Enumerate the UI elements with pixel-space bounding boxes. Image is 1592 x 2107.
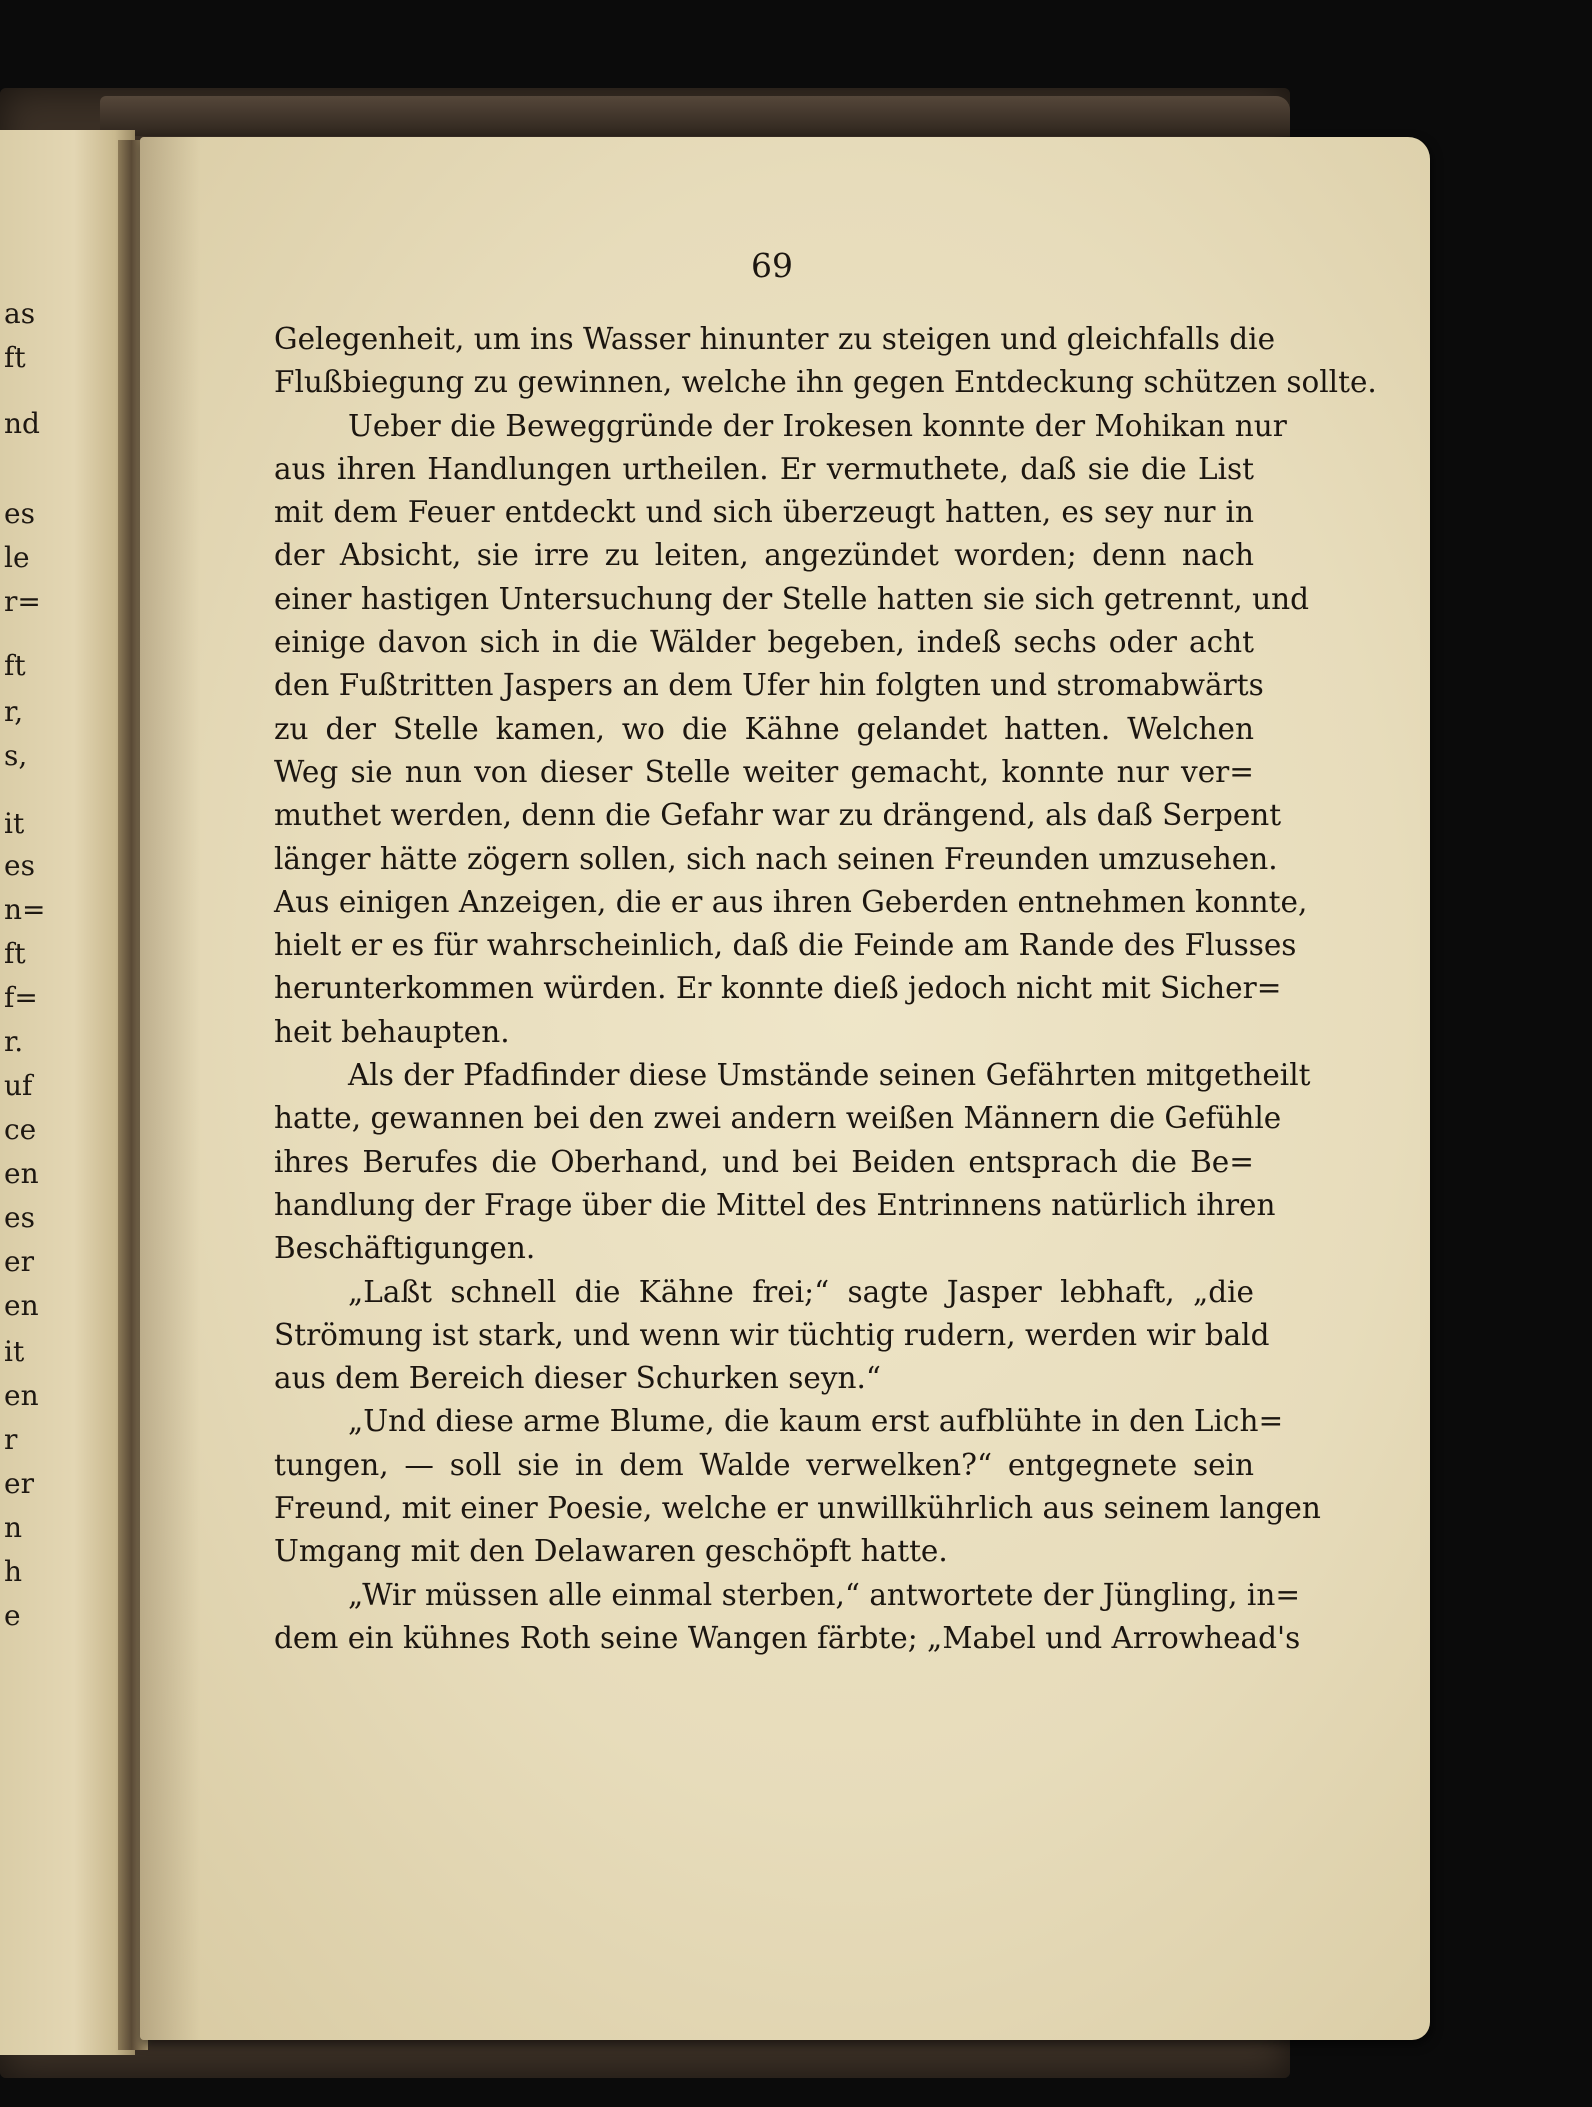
text-line: Als der Pfadfinder diese Umstände seinen Gefährten mitgetheilt [348, 1058, 1311, 1093]
left-page-fragment: ft [4, 649, 26, 682]
text-line: länger hätte zögern sollen, sich nach seinen Freunden umzusehen. [274, 841, 1278, 876]
text-line: herunterkommen würden. Er konnte dieß jedoch nicht mit Sicher= [274, 971, 1282, 1006]
text-line: Flußbiegung zu gewinnen, welche ihn gegen Entdeckung schützen sollte. [274, 365, 1377, 400]
text-line: aus ihren Handlungen urtheilen. Er vermuthete, daß sie die List [274, 451, 1254, 486]
page-number: 69 [751, 246, 793, 285]
left-page-fragment: ft [4, 937, 26, 970]
text-line: hatte, gewannen bei den zwei andern weißen Männern die Gefühle [274, 1101, 1282, 1136]
text-line: einer hastigen Untersuchung der Stelle hatten sie sich getrennt, und [274, 581, 1310, 616]
left-page-text-fragments [4, 292, 46, 1712]
page-body-text [274, 318, 1377, 1660]
left-page-fragment: n= [4, 893, 46, 926]
left-page-fragment: r, [4, 695, 24, 728]
left-page-fragment: r. [4, 1025, 24, 1058]
left-page-fragment: es [4, 849, 35, 882]
text-line: handlung der Frage über die Mittel des Entrinnens natürlich ihren [274, 1187, 1276, 1222]
text-line: Beschäftigungen. [274, 1231, 536, 1266]
left-page-fragment: nd [4, 407, 40, 440]
text-line: „Und diese arme Blume, die kaum erst aufblühte in den Lich= [348, 1404, 1284, 1439]
left-page-fragment: en [4, 1289, 39, 1322]
text-line: Strömung ist stark, und wenn wir tüchtig rudern, werden wir bald [274, 1317, 1270, 1352]
left-page-fragment: n [4, 1511, 23, 1544]
text-line: Aus einigen Anzeigen, die er aus ihren Geberden entnehmen konnte, [274, 884, 1308, 919]
text-line: aus dem Bereich dieser Schurken seyn.“ [274, 1361, 881, 1396]
left-page-fragment: h [4, 1555, 23, 1588]
text-line: dem ein kühnes Roth seine Wangen färbte; „Mabel und Arrowhead's [274, 1620, 1301, 1655]
text-line: ihres Berufes die Oberhand, und bei Beiden entsprach die Be= [274, 1144, 1254, 1179]
text-line: zu der Stelle kamen, wo die Kähne gelandet hatten. Welchen [274, 711, 1254, 746]
text-line: Freund, mit einer Poesie, welche er unwillkührlich aus seinem langen [274, 1491, 1321, 1526]
text-line: „Wir müssen alle einmal sterben,“ antwortete der Jüngling, in= [348, 1577, 1301, 1612]
text-line: der Absicht, sie irre zu leiten, angezündet worden; denn nach [274, 538, 1254, 573]
text-line: tungen, — soll sie in dem Walde verwelken?“ entgegnete sein [274, 1447, 1254, 1482]
text-line: mit dem Feuer entdeckt und sich überzeugt hatten, es sey nur in [274, 495, 1254, 530]
left-page-fragment: it [4, 1335, 25, 1368]
text-line: Gelegenheit, um ins Wasser hinunter zu steigen und gleichfalls die [274, 322, 1276, 356]
left-page-fragment: as [4, 297, 36, 330]
left-page-fragment: es [4, 1201, 35, 1234]
left-page-fragment: en [4, 1379, 39, 1412]
left-page-fragment: le [4, 541, 30, 574]
text-line: einige davon sich in die Wälder begeben, indeß sechs oder acht [274, 625, 1254, 660]
book-cover-edge [100, 96, 1290, 136]
left-page-fragment: er [4, 1245, 34, 1278]
text-line: den Fußtritten Jaspers an dem Ufer hin folgten und stromabwärts [274, 668, 1264, 703]
text-line: heit behaupten. [274, 1014, 510, 1049]
left-page-fragment: ft [4, 341, 26, 374]
left-page-fragment: f= [4, 981, 38, 1014]
left-page-fragment: es [4, 497, 35, 530]
text-line: Weg sie nun von dieser Stelle weiter gemacht, konnte nur ver= [274, 754, 1254, 789]
left-page-fragment: en [4, 1157, 39, 1190]
left-page-fragment: r [4, 1423, 18, 1456]
left-page-fragment: r= [4, 585, 41, 618]
left-page-fragment: uf [4, 1069, 33, 1102]
text-line: Umgang mit den Delawaren geschöpft hatte. [274, 1534, 948, 1569]
left-page-fragment: e [4, 1599, 21, 1632]
text-line: hielt er es für wahrscheinlich, daß die Feinde am Rande des Flusses [274, 928, 1297, 963]
left-page-fragment: ce [4, 1113, 37, 1146]
left-page-fragment: er [4, 1467, 34, 1500]
text-line: Ueber die Beweggründe der Irokesen konnte der Mohikan nur [348, 408, 1287, 443]
left-page-fragment: s, [4, 739, 28, 772]
left-page-fragment: it [4, 807, 25, 840]
text-line: „Laßt schnell die Kähne frei;“ sagte Jasper lebhaft, „die [348, 1274, 1254, 1309]
text-line: muthet werden, denn die Gefahr war zu drängend, als daß Serpent [274, 798, 1282, 833]
